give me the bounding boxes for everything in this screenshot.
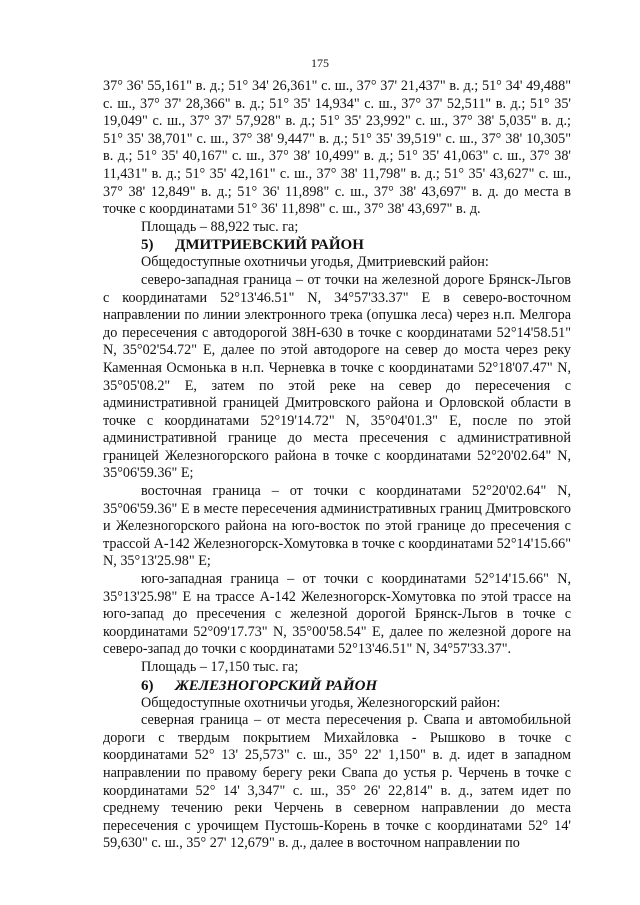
northwest-boundary-paragraph: северо-западная граница – от точки на железной дороге Брянск-Льгов с координатами 52°13'46.51" N, 34°57'33.37" E в северо-восточном направлении по линии электронного трека (опушка леса) через н.п. Мелгора до пересечения с автодорогой 38Н-630 в точке с координатами 52°14'58.51" N, 35°02'54.72" E, далее по этой автодороге на север до моста через реку Каменная Осмонька в н.п. Черневка в точке с координатами 52°18'07.47" N, 35°05'08.2" E, затем по этой реке на север до пересечения с административной границей Дмитровского района и Орловской области в точке с координатами 52°19'14.72" N, 35°04'01.3" E, после по этой административной границе до места пресечения с административной границей Железногорского района в точке с координатами 52°20'02.64" N, 35°06'59.36" E; [103, 271, 571, 482]
area-line: Площадь – 88,922 тыс. га; [141, 218, 299, 235]
area-line: Площадь – 17,150 тыс. га; [141, 659, 299, 675]
section-intro: Общедоступные охотничьи угодья, Дмитриевский район: [141, 254, 489, 271]
section-title: ЖЕЛЕЗНОГОРСКИЙ РАЙОН [175, 677, 378, 694]
document-body [103, 78, 571, 853]
section-title: ДМИТРИЕВСКИЙ РАЙОН [175, 237, 364, 254]
section-number: 6) [141, 677, 154, 694]
section-intro: Общедоступные охотничьи угодья, Железногорский район: [141, 694, 501, 711]
east-boundary-paragraph: восточная граница – от точки с координатами 52°20'02.64" N, 35°06'59.36" E в месте пересечения административных границ Дмитровского и Железногорского района на юго-восток по этой границе до пресечения с трассой А-142 Железногорск-Хомутовка в точке с координатами 52°14'15.66" N, 35°13'25.98" E; [103, 483, 571, 570]
southwest-boundary-paragraph: юго-западная граница – от точки с координатами 52°14'15.66" N, 35°13'25.98" E на трассе А-142 Железногорск-Хомутовка по этой трассе на юго-запад до пресечения с железной дорогой Брянск-Льгов в точке с координатами 52°09'17.73" N, 35°00'58.54" E, далее по железной дороге на северо-запад до точки с координатами 52°13'46.51" N, 34°57'33.37". [103, 571, 571, 658]
section-heading-zheleznogorsky [103, 677, 571, 695]
section-number: 5) [141, 237, 154, 254]
coordinates-paragraph: 37° 36' 55,161" в. д.; 51° 34' 26,361" с. ш., 37° 37' 21,437" в. д.; 51° 34' 49,488" с. ш., 37° 37' 28,366" в. д.; 51° 35' 14,934" с. ш., 37° 37' 52,511" в. д.; 51° 35' 19,049" с. ш., 37° 37' 57,928" в. д.; 51° 35' 23,992" с. ш., 37° 38' 5,035" в. д.; 51° 35' 38,701" с. ш., 37° 38' 9,447" в. д.; 51° 35' 39,519" с. ш., 37° 38' 10,305" в. д.; 51° 35' 40,167" с. ш., 37° 38' 10,499" в. д.; 51° 35' 41,063" с. ш., 37° 38' 11,431" в. д.; 51° 35' 42,161" с. ш., 37° 38' 11,798" в. д.; 51° 35' 43,627" с. ш., 37° 38' 12,849" в. д.; 51° 36' 11,898" с. ш., 37° 38' 43,697" в. д. до места в точке с координатами 51° 36' 11,898" с. ш., 37° 38' 43,697" в. д. [103, 78, 571, 218]
north-boundary-paragraph: северная граница – от места пересечения р. Свапа и автомобильной дороги с твердым покрытием Михайловка - Рышково в точке с координатами 52° 13' 25,573" с. ш., 35° 22' 1,150" в. д. идет в западном направлении по правому берегу реки Свапа до устья р. Черчень в точке с координатами 52° 14' 3,347" с. ш., 35° 26' 22,814" в. д., затем идет по среднему течению реки Черчень в северном направлении до места пересечения с урочищем Пустошь-Корень в точке с координатами 52° 14' 59,630" с. ш., 35° 27' 12,679" в. д., далее в восточном направлении по [103, 712, 571, 852]
page-number: 175 [311, 56, 329, 70]
section-heading-dmitrievsky [103, 236, 571, 254]
